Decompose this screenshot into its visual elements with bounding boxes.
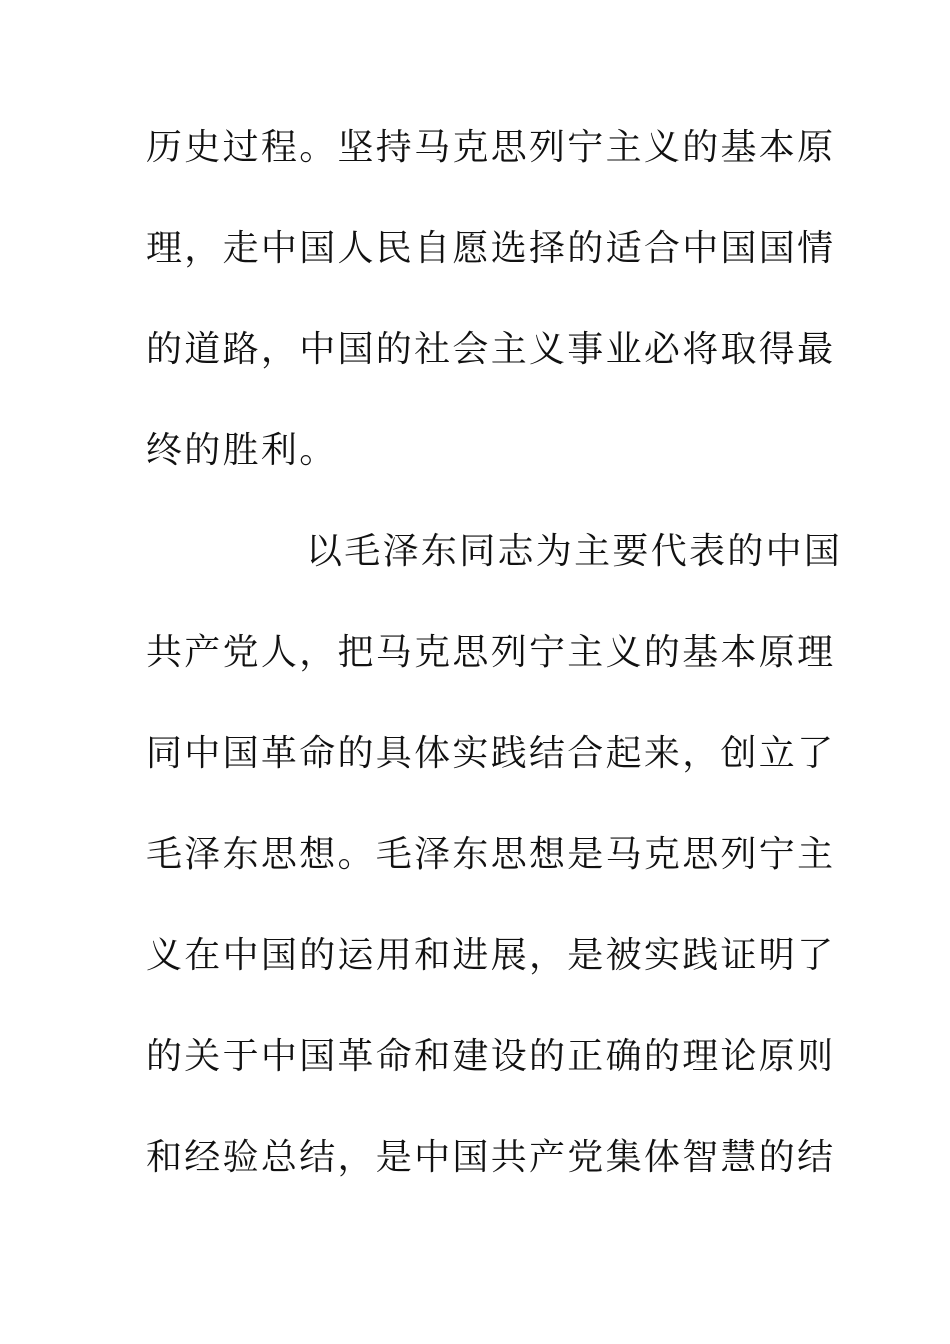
body-text bbox=[146, 121, 843, 1232]
text-line: 终的胜利。 bbox=[146, 430, 338, 471]
text-line: 理，走中国人民自愿选择的适合中国国情 bbox=[146, 228, 836, 269]
text-line: 同中国革命的具体实践结合起来，创立了 bbox=[146, 733, 836, 774]
text-line: 毛泽东思想。毛泽东思想是马克思列宁主 bbox=[146, 834, 836, 875]
text-line: 和经验总结，是中国共产党集体智慧的结 bbox=[146, 1137, 836, 1178]
text-line: 义在中国的运用和进展，是被实践证明了 bbox=[146, 935, 836, 976]
text-line: 的关于中国革命和建设的正确的理论原则 bbox=[146, 1036, 836, 1077]
text-line: 的道路，中国的社会主义事业必将取得最 bbox=[146, 329, 836, 370]
text-line: 共产党人，把马克思列宁主义的基本原理 bbox=[146, 632, 836, 673]
paragraph-start-line: 以毛泽东同志为主要代表的中国 bbox=[306, 531, 843, 572]
text-line: 历史过程。坚持马克思列宁主义的基本原 bbox=[146, 127, 836, 168]
